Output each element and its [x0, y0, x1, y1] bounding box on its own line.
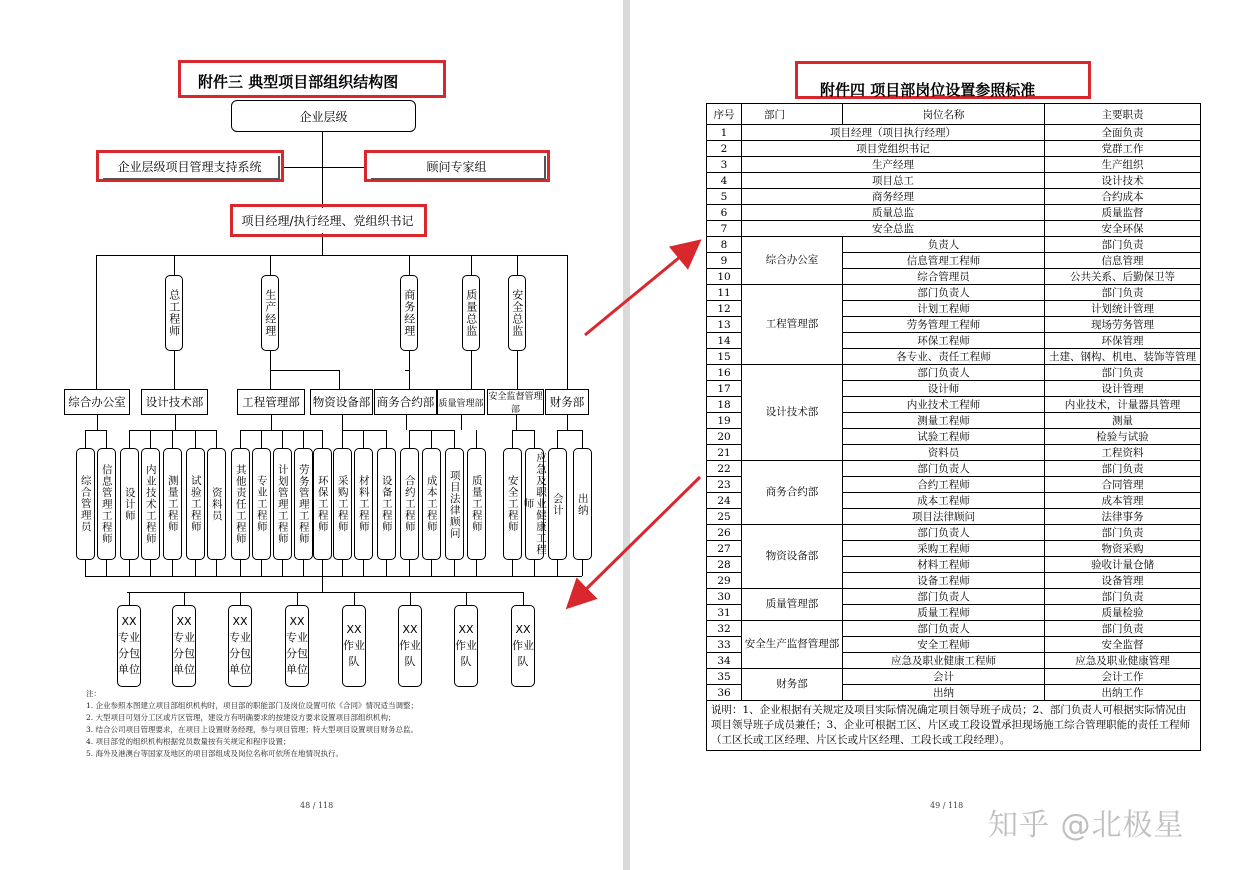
row-post: 安全工程师 [843, 637, 1045, 653]
table-note: 说明：1、企业根据有关规定及项目实际情况确定项目领导班子成员；2、部门负责人可根据实际情况由项目领导班子成员兼任；3、企业可根据工区、片区或工段设置承担现场施工综合管理职能的责任工程师（工区长或工区经理、片区长或片区经理、工段长或工段经理）。 [707, 701, 1201, 751]
row-number: 14 [707, 333, 742, 349]
row-duty: 部门负责 [1045, 461, 1201, 477]
position-label: 合约工程师 [403, 475, 416, 533]
arrow-to-table [585, 243, 697, 335]
row-duty: 应急及职业健康管理 [1045, 653, 1201, 669]
row-number: 35 [707, 669, 742, 685]
row-duty: 安全环保 [1045, 221, 1201, 237]
position-label: 专业工程师 [255, 475, 268, 533]
note-line: 4. 项目部党的组织机构根据党员数量按有关规定和程序设置； [86, 737, 291, 746]
row-duty: 合约成本 [1045, 189, 1201, 205]
row-number: 16 [707, 365, 742, 381]
right-page-number: 49 / 118 [930, 801, 964, 810]
row-number: 25 [707, 509, 742, 525]
row-duty: 质量监督 [1045, 205, 1201, 221]
row-post: 部门负责人 [843, 461, 1045, 477]
subunit-label: XX专业分包单位 [286, 615, 308, 676]
row-post: 采购工程师 [843, 541, 1045, 557]
row-post: 项目法律顾问 [843, 509, 1045, 525]
row-number: 15 [707, 349, 742, 365]
position-label: 其他责任工程师 [234, 463, 247, 545]
position-label: 材料工程师 [357, 475, 370, 533]
row-number: 4 [707, 173, 742, 189]
row-number: 5 [707, 189, 742, 205]
row-post: 资料员 [843, 445, 1045, 461]
row-duty: 部门负责 [1045, 365, 1201, 381]
note-line: 1. 企业参照本图建立项目部组织机构时，项目部的职能部门及岗位设置可依《合同》情况适当调整； [86, 701, 419, 710]
row-number: 22 [707, 461, 742, 477]
row-number: 17 [707, 381, 742, 397]
row-duty: 计划统计管理 [1045, 301, 1201, 317]
subunit-label: XX作业队 [343, 623, 365, 668]
row-number: 23 [707, 477, 742, 493]
row-duty: 会计工作 [1045, 669, 1201, 685]
position-label: 采购工程师 [336, 475, 349, 533]
position-label: 会计 [551, 492, 564, 516]
row-number: 13 [707, 317, 742, 333]
row-number: 1 [707, 125, 742, 141]
position-label: 质量工程师 [470, 475, 483, 533]
row-post: 应急及职业健康工程师 [843, 653, 1045, 669]
row-post: 质量总监 [742, 205, 1045, 221]
row-number: 26 [707, 525, 742, 541]
row-duty: 出纳工作 [1045, 685, 1201, 701]
note-line: 5. 海外及港澳台等国家及地区的项目部组成及岗位名称可依所在地情况执行。 [86, 749, 344, 758]
row-number: 18 [707, 397, 742, 413]
position-label: 计划管理工程师 [276, 463, 289, 545]
row-department: 工程管理部 [742, 285, 843, 365]
row-department: 财务部 [742, 669, 843, 701]
row-duty: 物资采购 [1045, 541, 1201, 557]
position-label: 成本工程师 [425, 475, 438, 533]
row-post: 项目经理（项目执行经理） [742, 125, 1045, 141]
row-number: 12 [707, 301, 742, 317]
row-duty: 生产组织 [1045, 157, 1201, 173]
row-number: 21 [707, 445, 742, 461]
row-number: 31 [707, 605, 742, 621]
row-duty: 设备管理 [1045, 573, 1201, 589]
row-duty: 合同管理 [1045, 477, 1201, 493]
row-number: 28 [707, 557, 742, 573]
row-duty: 验收计量仓储 [1045, 557, 1201, 573]
row-number: 33 [707, 637, 742, 653]
department-box: 商务合约部 [374, 389, 437, 415]
row-duty: 设计技术 [1045, 173, 1201, 189]
row-post: 信息管理工程师 [843, 253, 1045, 269]
row-post: 部门负责人 [843, 589, 1045, 605]
row-post: 项目总工 [742, 173, 1045, 189]
row-post: 合约工程师 [843, 477, 1045, 493]
row-duty: 公共关系、后勤保卫等 [1045, 269, 1201, 285]
row-number: 7 [707, 221, 742, 237]
row-number: 11 [707, 285, 742, 301]
row-duty: 部门负责 [1045, 621, 1201, 637]
row-post: 内业技术工程师 [843, 397, 1045, 413]
row-duty: 土建、钢构、机电、装饰等管理 [1045, 349, 1201, 365]
row-duty: 部门负责 [1045, 525, 1201, 541]
row-number: 19 [707, 413, 742, 429]
row-post: 项目党组织书记 [742, 141, 1045, 157]
department-box: 综合办公室 [64, 389, 130, 415]
manager-label: 商务经理 [402, 289, 416, 337]
row-post: 材料工程师 [843, 557, 1045, 573]
manager-label: 总工程师 [167, 289, 181, 337]
row-department: 设计技术部 [742, 365, 843, 461]
row-post: 测量工程师 [843, 413, 1045, 429]
position-label: 项目法律顾问 [448, 469, 461, 539]
manager-label: 质量总监 [464, 289, 478, 337]
subunit-label: XX作业队 [512, 623, 534, 668]
row-duty: 测量 [1045, 413, 1201, 429]
department-box: 物资设备部 [310, 389, 373, 415]
row-number: 2 [707, 141, 742, 157]
row-duty: 检验与试验 [1045, 429, 1201, 445]
row-number: 6 [707, 205, 742, 221]
row-department: 综合办公室 [742, 237, 843, 285]
position-label: 试验工程师 [189, 475, 202, 533]
row-number: 10 [707, 269, 742, 285]
row-number: 29 [707, 573, 742, 589]
row-post: 各专业、责任工程师 [843, 349, 1045, 365]
left-page-title: 附件三 典型项目部组织结构图 [198, 73, 399, 91]
subunit-label: XX作业队 [455, 623, 477, 668]
row-post: 生产经理 [742, 157, 1045, 173]
row-department: 物资设备部 [742, 525, 843, 589]
row-post: 安全总监 [742, 221, 1045, 237]
row-post: 质量工程师 [843, 605, 1045, 621]
row-number: 24 [707, 493, 742, 509]
note-line: 2. 大型项目可划分工区或片区管理，建设方有明确要求的按建设方要求设置项目部组织机构； [86, 713, 396, 722]
department-box: 质量管理部 [437, 389, 485, 415]
row-post: 部门负责人 [843, 621, 1045, 637]
row-duty: 内业技术，计量器具管理 [1045, 397, 1201, 413]
expert-group-box: 顾问专家组 [369, 154, 544, 178]
position-label: 出纳 [576, 492, 589, 516]
row-number: 36 [707, 685, 742, 701]
row-duty: 工程资料 [1045, 445, 1201, 461]
department-box: 设计技术部 [141, 389, 208, 415]
row-department: 质量管理部 [742, 589, 843, 621]
row-duty: 部门负责 [1045, 589, 1201, 605]
pm-box: 项目经理/执行经理、党组织书记 [234, 208, 421, 233]
table-header-no: 序号 [707, 104, 742, 125]
row-duty: 现场劳务管理 [1045, 317, 1201, 333]
row-post: 部门负责人 [843, 525, 1045, 541]
table-header-dept: 部门 [742, 104, 843, 125]
position-label: 环保工程师 [316, 475, 329, 533]
row-post: 劳务管理工程师 [843, 317, 1045, 333]
position-label: 安全工程师 [506, 475, 519, 533]
row-number: 30 [707, 589, 742, 605]
row-number: 34 [707, 653, 742, 669]
row-number: 3 [707, 157, 742, 173]
watermark: 知乎 @北极星 [988, 808, 1185, 843]
row-number: 9 [707, 253, 742, 269]
department-box: 工程管理部 [237, 389, 305, 415]
row-post: 部门负责人 [843, 285, 1045, 301]
department-box: 安全监督管理部 [487, 389, 544, 415]
subunit-label: XX作业队 [399, 623, 421, 668]
position-label: 资料员 [210, 486, 223, 522]
table-header-duty: 主要职责 [1045, 104, 1201, 125]
row-duty: 设计管理 [1045, 381, 1201, 397]
position-label: 应急及职业健康工程师 [522, 452, 547, 556]
row-duty: 法律事务 [1045, 509, 1201, 525]
row-post: 会计 [843, 669, 1045, 685]
row-duty: 信息管理 [1045, 253, 1201, 269]
department-box: 财务部 [545, 389, 589, 415]
row-duty: 安全监督 [1045, 637, 1201, 653]
enterprise-box: 企业层级 [231, 100, 416, 132]
row-duty: 部门负责 [1045, 237, 1201, 253]
row-department: 商务合约部 [742, 461, 843, 525]
row-post: 设备工程师 [843, 573, 1045, 589]
subunit-label: XX专业分包单位 [118, 615, 140, 676]
row-post: 出纳 [843, 685, 1045, 701]
row-number: 27 [707, 541, 742, 557]
manager-label: 安全总监 [510, 289, 524, 337]
subunit-label: XX专业分包单位 [229, 615, 251, 676]
position-label: 设计师 [123, 486, 136, 522]
position-label: 内业技术工程师 [144, 463, 157, 545]
row-number: 20 [707, 429, 742, 445]
position-label: 劳务管理工程师 [297, 463, 310, 545]
note-line: 3. 结合公司项目管理要求，在项目上设置财务经理，参与项目管理；特大型项目设置项目财务总监。 [86, 725, 419, 734]
right-page-title: 附件四 项目部岗位设置参照标准 [820, 81, 1036, 99]
arrow-to-chart [570, 477, 700, 605]
table-header-post: 岗位名称 [843, 104, 1045, 125]
position-label: 信息管理工程师 [100, 463, 113, 545]
row-department: 安全生产监督管理部 [742, 621, 843, 669]
position-label: 设备工程师 [380, 475, 393, 533]
subunit-label: XX专业分包单位 [173, 615, 195, 676]
position-label: 综合管理员 [79, 475, 92, 533]
position-label: 测量工程师 [166, 475, 179, 533]
support-system-box: 企业层级项目管理支持系统 [101, 154, 278, 178]
row-duty: 质量检验 [1045, 605, 1201, 621]
row-post: 计划工程师 [843, 301, 1045, 317]
row-duty: 成本管理 [1045, 493, 1201, 509]
row-post: 环保工程师 [843, 333, 1045, 349]
row-post: 负责人 [843, 237, 1045, 253]
row-post: 综合管理员 [843, 269, 1045, 285]
row-post: 设计师 [843, 381, 1045, 397]
notes-title: 注： [86, 689, 101, 698]
row-post: 商务经理 [742, 189, 1045, 205]
row-number: 8 [707, 237, 742, 253]
row-duty: 党群工作 [1045, 141, 1201, 157]
row-duty: 部门负责 [1045, 285, 1201, 301]
left-page-number: 48 / 118 [300, 801, 334, 810]
row-post: 试验工程师 [843, 429, 1045, 445]
row-post: 成本工程师 [843, 493, 1045, 509]
row-duty: 全面负责 [1045, 125, 1201, 141]
row-post: 部门负责人 [843, 365, 1045, 381]
manager-label: 生产经理 [263, 289, 277, 337]
row-number: 32 [707, 621, 742, 637]
row-duty: 环保管理 [1045, 333, 1201, 349]
